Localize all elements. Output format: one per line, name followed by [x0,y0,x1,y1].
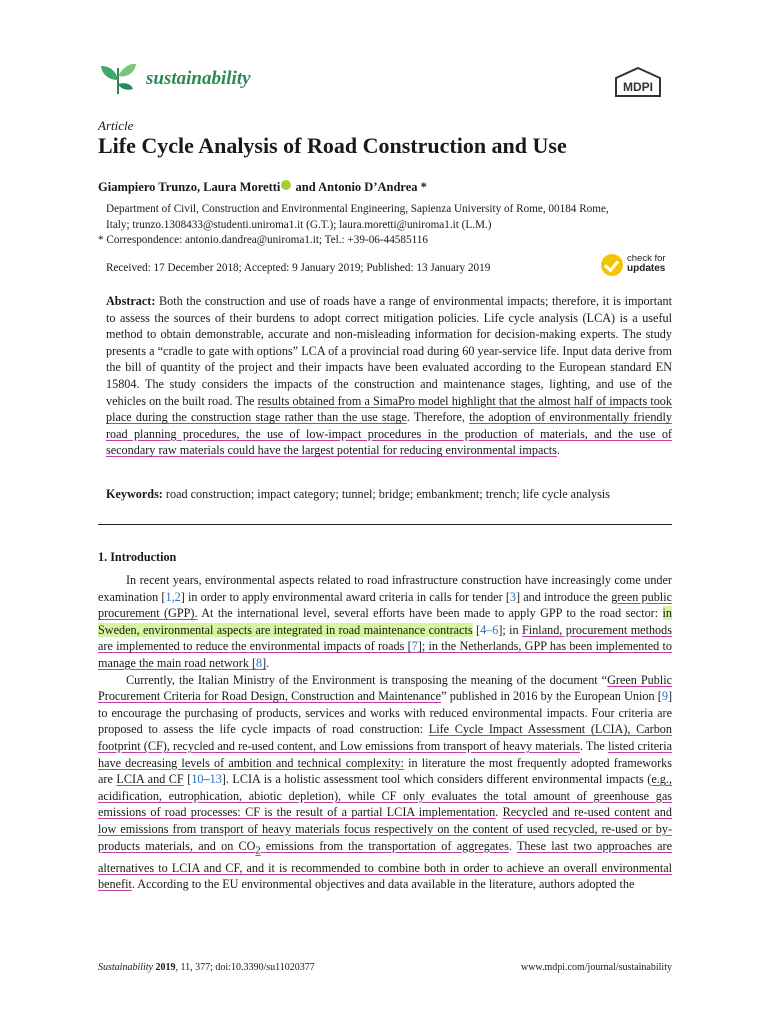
text-run: – [203,772,210,787]
abstract-label: Abstract: [106,294,156,308]
abstract-text-2: . Therefore, [406,410,470,425]
underline-annotation: Recycled and re-used content and low emissions from transport of heavy materials focus respectively on the content of used recycled, re-used or by-products materials, and on CO [98,805,672,853]
checkmark-icon [601,254,623,276]
abstract-text-1: Both the construction and use of roads have a range of environmental impacts; therefore, it is important to assess the sources of their burdens to adopt correct mitigation policies. Life cycle analysis (LCA) is a useful method to obtain demonstrable, accurate and non-misleading information for decision-making experts. The study presents a “cradle to gate with options” LCA of a provincial road during 60 year-service life. Input data derive from the bill of quantity of the project and their impacts have been evaluated according to the European standard EN 15804. The study considers the impacts of the construction and maintenance stages, lighting, and use of the vehicles on the built road. The [106,294,672,408]
citation-link[interactable]: 13 [209,772,222,787]
citation-link[interactable]: 9 [661,689,668,704]
underline-annotation: Finland, procurement methods are implemented to reduce the environmental impacts of roads [ [98,622,672,654]
citation-link[interactable]: 10 [191,772,204,787]
orcid-icon[interactable] [281,180,291,190]
text-run: . [508,838,517,853]
text-run: ]; in [498,622,523,637]
abstract-paragraph [106,293,672,459]
text-run: . [266,655,270,670]
text-run: [ [472,622,481,637]
keywords-line [106,487,672,502]
footer-journal: Sustainability [98,962,153,973]
footer-doi[interactable]: , 11, 377; doi:10.3390/su11020377 [175,962,315,973]
underline-annotation: emissions from the transportation of aggregates [260,838,509,853]
citation-link[interactable]: 1,2 [165,589,181,604]
underline-annotation: green public procurement (GPP). [98,589,672,621]
underline-annotation: Life Cycle Impact Assessment (LCIA), Carbon footprint (CF), recycled and re-used content, and Low emissions from transport of heavy materials [98,722,672,753]
text-run: . According to the EU environmental objectives and data available in the literature, authors adopted the [131,877,635,892]
text-run: [ [183,772,192,787]
abstract-annotation-2: the adoption of environmentally friendly road planning procedures, the use of low-impact procedures in the production of materials, and the use of secondary raw materials could have the largest potential for reducing environmental impacts [106,410,672,458]
journal-leaf-logo-icon [98,60,138,96]
affiliation-line-1: Department of Civil, Construction and Environmental Engineering, Sapienza University of Rome, 00184 Rome, [106,203,609,215]
underline-annotation: e.g., acidification, eutrophication, abiotic depletion), while CF only evaluates the total amount of greenhouse gas emissions of road processes: CF is the result of a partial LCIA implementation [98,772,672,820]
intro-paragraph-2 [98,672,672,893]
author-names-1[interactable]: Giampiero Trunzo, Laura Moretti [98,180,281,194]
intro-paragraph-1 [98,572,672,672]
citation-link[interactable]: 3 [509,589,516,604]
affiliation-line-2: Italy; trunzo.1308433@studenti.uniroma1.it (G.T.); laura.moretti@uniroma1.it (L.M.) [106,218,492,231]
text-run: In recent years, environmental aspects related to road infrastructure construction have increasingly come under examination [ [98,573,672,604]
text-run: ]. LCIA is a holistic assessment tool which considers different environmental impacts ( [221,772,652,787]
underline-annotation: ]; in the Netherlands, GPP has been implemented to manage the main road network [ [98,639,672,670]
publisher-name: MDPI [623,80,653,94]
underline-annotation: Green Public Procurement Criteria for Road Design, Construction and Maintenance [98,672,672,704]
text-run: ] to encourage the purchasing of products, services and works with reduced environmental impacts. Four criteria are proposed to assess the life cycle impacts of road construction: [98,689,672,737]
affiliation-block [98,202,672,249]
check-updates-line-1: check for [627,253,666,264]
text-run: ] in order to apply environmental award criteria in calls for tender [ [180,589,510,604]
introduction-body [98,572,672,893]
text-run: At the international level, several efforts have been made to apply GPP to the road sector: [197,606,663,621]
text-run: . The [579,738,608,753]
abstract-annotation-1: results obtained from a SimaPro model highlight that the almost half of impacts took place during the construction stage rather than the use stage [106,393,672,425]
abstract-text-3: . [556,443,560,458]
author-list [98,180,427,195]
check-for-updates-badge[interactable] [601,252,673,278]
section-divider [98,524,672,525]
text-run: . [495,805,503,820]
author-names-2[interactable]: and Antonio D’Andrea * [292,180,427,194]
article-type-label: Article [98,118,134,133]
footer-citation [98,962,315,973]
highlight-annotation: in Sweden, environmental aspects are integrated in road maintenance contracts [98,606,673,637]
citation-link[interactable]: 4–6 [480,622,499,637]
citation-link[interactable]: 7 [411,639,418,654]
subscript: 2 [255,844,261,856]
publication-dates: Received: 17 December 2018; Accepted: 9 January 2019; Published: 13 January 2019 [106,262,491,274]
section-heading-introduction: 1. Introduction [98,550,177,564]
correspondence-line: * Correspondence: antonio.dandrea@uniroma1.it; Tel.: +39-06-44585116 [98,234,428,246]
footer-url[interactable]: www.mdpi.com/journal/sustainability [520,962,672,973]
keywords-label: Keywords: [106,487,163,501]
text-run: in literature the most frequently adopted frameworks are [98,755,672,787]
check-updates-line-2: updates [627,263,666,274]
mdpi-logo-icon[interactable] [612,66,664,100]
underline-annotation: These last two approaches are alternatives to LCIA and CF, and it is recommended to combine both in order to achieve an overall environmental benefit [98,838,673,892]
text-run: ” published in 2016 by the European Union [ [441,689,662,704]
underline-annotation: ] [262,655,267,670]
text-run: Currently, the Italian Ministry of the Environment is transposing the meaning of the document “ [126,672,608,687]
footer-year: 2019 [153,962,176,973]
underline-annotation: listed criteria have decreasing levels of ambition and technical complexity: [98,738,672,770]
journal-name[interactable]: sustainability [146,68,251,89]
underline-annotation: LCIA and CF [116,772,184,787]
citation-link[interactable]: 8 [256,655,263,670]
paper-title: Life Cycle Analysis of Road Construction and Use [98,133,567,158]
text-run: ] and introduce the [515,589,612,604]
keywords-text: road construction; impact category; tunnel; bridge; embankment; trench; life cycle analysis [162,487,610,501]
